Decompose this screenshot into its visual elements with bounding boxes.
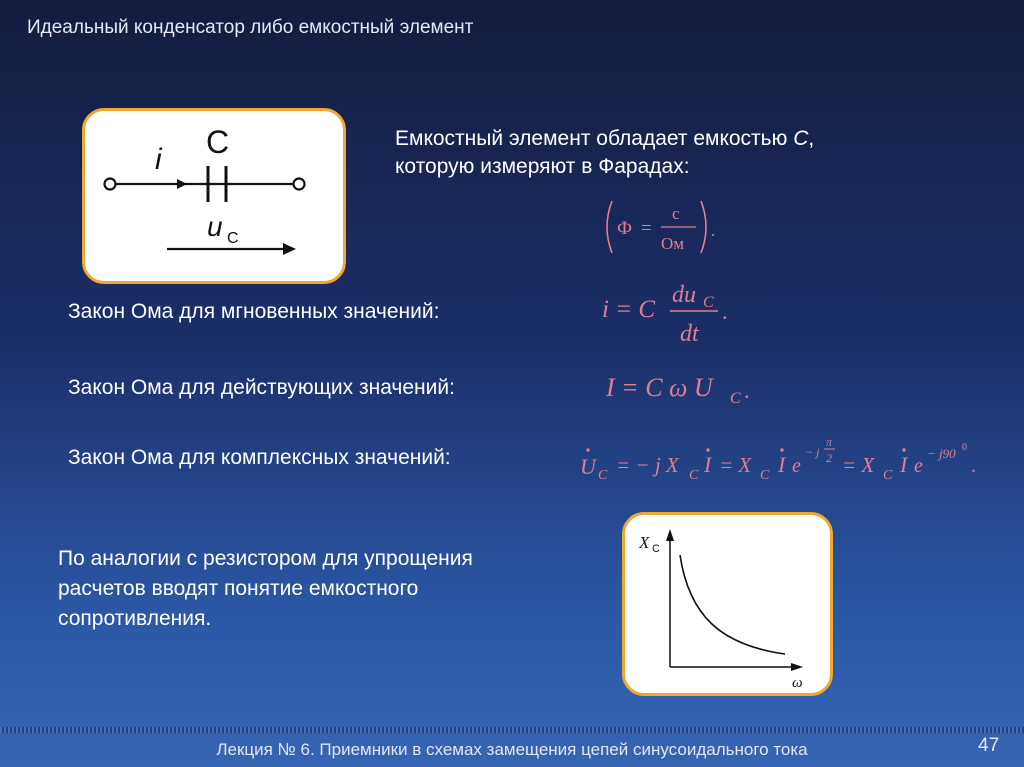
farad-numerator: с	[672, 204, 680, 223]
instant-num-sub: C	[703, 294, 714, 311]
complex-dot: .	[971, 455, 976, 477]
complex-e-1: e	[792, 455, 801, 477]
y-axis-label: X	[639, 533, 650, 552]
voltage-label: u	[207, 211, 223, 242]
farad-dot: .	[711, 221, 716, 240]
complex-exp2-sup: 0	[962, 442, 967, 453]
reactance-graph-panel	[622, 512, 833, 696]
intro-line2: которую измеряют в Фарадах:	[395, 155, 690, 178]
circuit-diagram-panel	[82, 108, 346, 284]
complex-u-dot	[586, 448, 589, 451]
intro-line1-end: ,	[808, 127, 815, 150]
complex-eq-x-2: = X	[842, 453, 875, 477]
instant-lhs: i = C	[602, 296, 655, 323]
complex-x-sub-3: C	[883, 468, 893, 483]
complex-x-sub-2: C	[760, 468, 770, 483]
slide-title: Идеальный конденсатор либо емкостный элемент	[27, 17, 474, 38]
capacitor-label: C	[206, 124, 230, 160]
right-paren	[701, 201, 706, 253]
complex-i-2: I	[778, 452, 786, 477]
intro-text	[395, 125, 814, 181]
complex-exp2: − j90	[927, 446, 956, 461]
law-effective: Закон Ома для действующих значений:	[68, 376, 455, 399]
complex-exp1-num: π	[826, 435, 833, 449]
reactance-graph	[625, 515, 830, 693]
formula-effective	[604, 366, 764, 415]
y-axis-arrowhead	[666, 529, 674, 541]
complex-eq-minus-j-x: = − j X	[616, 453, 679, 477]
y-axis-subscript: C	[652, 543, 660, 555]
footer-caption: Лекция № 6. Приемники в схемах замещения цепей синусоидального тока	[216, 740, 808, 759]
instant-dot: .	[722, 299, 728, 324]
analogy-line2: расчетов вводят понятие емкостного	[58, 577, 419, 600]
law-instant: Закон Ома для мгновенных значений:	[68, 300, 440, 323]
farad-symbol: Ф	[617, 218, 633, 239]
complex-exp1-den: 2	[826, 451, 832, 465]
instant-denominator: dt	[680, 321, 699, 347]
capacitor-circuit-diagram	[85, 111, 343, 281]
formula-instant	[600, 275, 750, 356]
complex-i-1: I	[704, 452, 712, 477]
x-axis-arrowhead	[791, 663, 803, 671]
complex-exp1: − j	[805, 445, 820, 459]
farad-formula	[600, 196, 730, 263]
effective-dot: .	[744, 378, 750, 403]
x-axis-label: ω	[792, 675, 803, 691]
farad-denominator: Ом	[661, 234, 685, 253]
analogy-line3: сопротивления.	[58, 607, 212, 630]
left-terminal	[105, 179, 116, 190]
complex-eq-x-1: = X	[719, 453, 752, 477]
current-arrowhead	[177, 179, 187, 189]
analogy-line1: По аналогии с резистором для упрощения	[58, 547, 473, 570]
analogy-text	[58, 544, 473, 634]
capacitance-symbol: C	[793, 127, 809, 150]
instant-numerator: du	[672, 282, 696, 308]
voltage-arrowhead	[283, 243, 296, 255]
complex-e-2: e	[914, 455, 923, 477]
current-label: i	[155, 143, 162, 176]
complex-x-sub-1: C	[689, 468, 699, 483]
effective-text: I = C ω U	[606, 373, 713, 402]
voltage-subscript: C	[227, 230, 239, 247]
page-number: 47	[978, 735, 1000, 756]
farad-eq: =	[641, 218, 652, 239]
right-terminal	[294, 179, 305, 190]
intro-line1: Емкостный элемент обладает емкостью	[395, 127, 794, 150]
law-complex: Закон Ома для комплексных значений:	[68, 446, 451, 469]
complex-u: U	[580, 454, 596, 479]
effective-sub: C	[730, 390, 741, 407]
reactance-curve	[680, 555, 785, 654]
complex-u-sub: C	[598, 468, 608, 483]
left-paren	[607, 201, 612, 253]
formula-complex	[578, 432, 998, 493]
footer-divider	[0, 727, 1024, 733]
complex-i-3: I	[900, 452, 908, 477]
